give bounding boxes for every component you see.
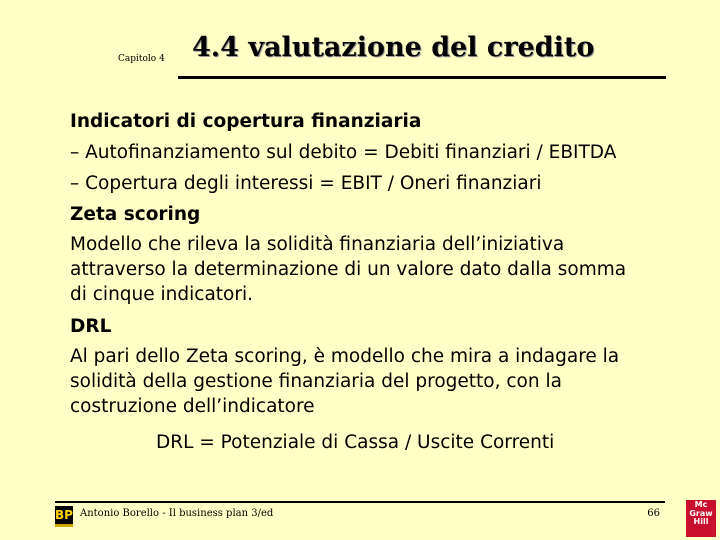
slide-content [70,106,680,458]
zeta-description [70,230,680,311]
footer-text: Antonio Borello - Il business plan 3/ed [80,508,274,519]
heading-indicators: Indicatori di copertura finanziaria [70,111,422,132]
title-rule [178,76,666,79]
drl-line: costruzione dell’indicatore [70,396,315,417]
page-number: 66 [647,508,660,519]
mcgraw-hill-logo [686,500,716,537]
drl-formula: DRL = Potenziale di Cassa / Uscite Correnti [156,432,555,453]
drl-line: solidità della gestione finanziaria del progetto, con la [70,371,562,392]
publisher-logo: BP [55,508,73,522]
drl-line: Al pari dello Zeta scoring, è modello che mira a indagare la [70,346,620,367]
heading-zeta-scoring: Zeta scoring [70,204,201,225]
logo-line-mc: Mc [694,500,708,509]
zeta-line: attraverso la determinazione di un valore dato dalla somma [70,259,627,280]
publisher-logo-underline [55,524,73,527]
zeta-line: di cinque indicatori. [70,284,253,305]
zeta-line: Modello che rileva la solidità finanziaria dell’iniziativa [70,234,565,255]
indicator-self-financing: – Autofinanziamento sul debito = Debiti finanziari / EBITDA [70,142,617,163]
slide-title: 4.4 valutazione del credito [192,32,595,63]
logo-line-graw: Graw [689,508,713,518]
heading-drl: DRL [70,316,112,337]
indicator-interest-coverage: – Copertura degli interessi = EBIT / Oneri finanziari [70,173,542,194]
chapter-label: Capitolo 4 [118,54,165,64]
drl-description [70,342,680,423]
logo-line-hill: Hill [693,517,709,526]
footer-rule [55,501,665,503]
